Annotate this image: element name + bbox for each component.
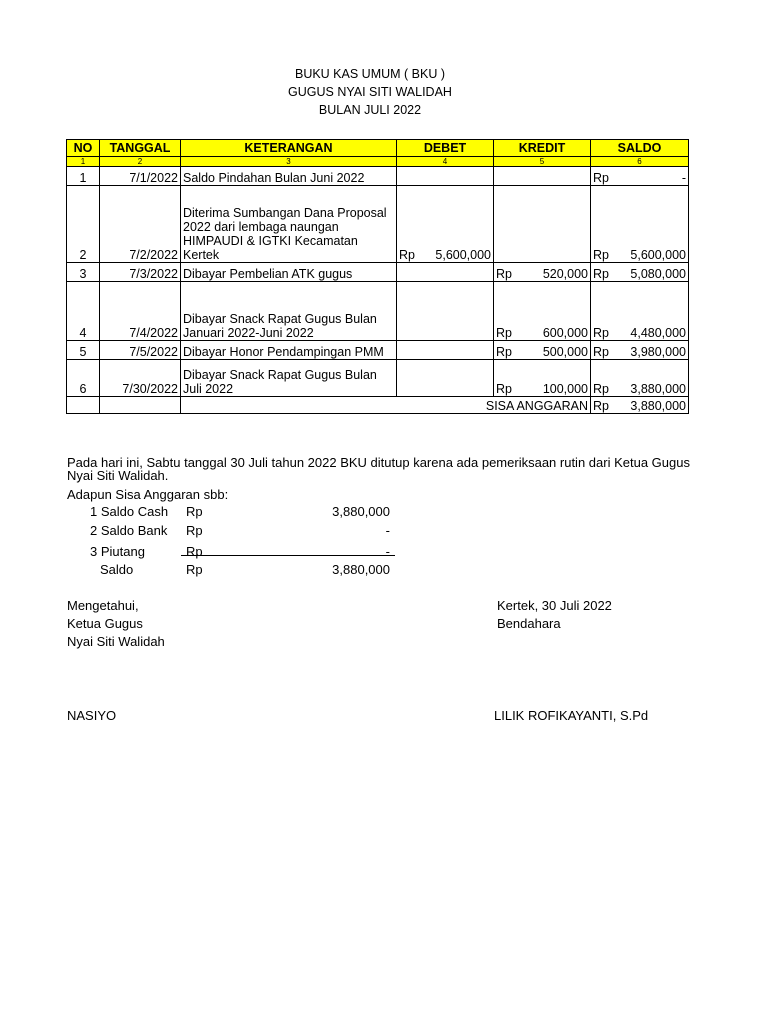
col-number: 3 <box>181 157 397 167</box>
kredit-value: 100,000 <box>542 382 588 396</box>
col-number: 1 <box>67 157 100 167</box>
ledger-table <box>66 139 689 414</box>
cell-kredit <box>494 341 591 360</box>
sisa-anggaran-row <box>67 397 689 414</box>
summary-intro: Adapun Sisa Anggaran sbb: <box>67 487 229 502</box>
cell-tanggal: 7/30/2022 <box>100 360 181 397</box>
cell-no: 3 <box>67 263 100 282</box>
currency-label: Rp <box>593 248 609 262</box>
cell-empty <box>100 397 181 414</box>
sisa-anggaran-cell <box>591 397 689 414</box>
sig-right-name: LILIK ROFIKAYANTI, S.Pd <box>494 708 649 723</box>
summary-currency: Rp <box>186 562 203 577</box>
cell-no: 5 <box>67 341 100 360</box>
col-number: 2 <box>100 157 181 167</box>
currency-label: Rp <box>593 326 609 340</box>
cell-keterangan: Dibayar Snack Rapat Gugus Bulan Juli 2022 <box>181 360 397 397</box>
cell-no: 1 <box>67 167 100 186</box>
cell-debet <box>397 360 494 397</box>
cell-kredit <box>494 186 591 263</box>
saldo-value: 3,980,000 <box>630 345 686 359</box>
summary-total-value: 3,880,000 <box>332 562 390 577</box>
summary-row <box>0 523 768 539</box>
summary-value: 3,880,000 <box>332 504 390 519</box>
summary-total-row <box>0 562 768 578</box>
sisa-anggaran-label: SISA ANGGARAN <box>181 397 591 414</box>
doc-organization: GUGUS NYAI SITI WALIDAH <box>288 85 452 99</box>
saldo-value: 5,080,000 <box>630 267 686 281</box>
col-header-no: NO <box>67 140 100 157</box>
cell-tanggal: 7/2/2022 <box>100 186 181 263</box>
summary-currency: Rp <box>186 544 203 559</box>
closing-statement: Pada hari ini, Sabtu tanggal 30 Juli tahun 2022 BKU ditutup karena ada pemeriksaan rutin dari Ketua Gugus Nyai Siti Walidah. <box>67 455 690 483</box>
sig-left-line2: Ketua Gugus <box>67 616 143 631</box>
cell-debet <box>397 263 494 282</box>
header-row <box>67 140 689 157</box>
cell-kredit <box>494 360 591 397</box>
col-header-saldo: SALDO <box>591 140 689 157</box>
currency-label: Rp <box>496 382 512 396</box>
cell-tanggal: 7/1/2022 <box>100 167 181 186</box>
cell-tanggal: 7/4/2022 <box>100 282 181 341</box>
currency-label: Rp <box>593 267 609 281</box>
currency-label: Rp <box>593 345 609 359</box>
cell-no: 4 <box>67 282 100 341</box>
summary-currency: Rp <box>186 504 203 519</box>
cell-tanggal: 7/5/2022 <box>100 341 181 360</box>
saldo-value: - <box>681 171 686 185</box>
saldo-value: 5,600,000 <box>630 248 686 262</box>
cell-no: 6 <box>67 360 100 397</box>
currency-label: Rp <box>399 248 415 262</box>
cell-debet <box>397 341 494 360</box>
table-row <box>67 341 689 360</box>
table-row <box>67 360 689 397</box>
kredit-value: 520,000 <box>542 267 588 281</box>
col-header-keterangan: KETERANGAN <box>181 140 397 157</box>
summary-value: - <box>385 544 390 559</box>
sig-right-role: Bendahara <box>497 616 561 631</box>
col-number: 5 <box>494 157 591 167</box>
col-number: 6 <box>591 157 689 167</box>
cell-saldo <box>591 167 689 186</box>
cell-keterangan: Dibayar Honor Pendampingan PMM <box>181 341 397 360</box>
col-number: 4 <box>397 157 494 167</box>
cell-kredit <box>494 167 591 186</box>
col-header-kredit: KREDIT <box>494 140 591 157</box>
summary-label: 3 Piutang <box>90 544 145 559</box>
currency-label: Rp <box>496 267 512 281</box>
sig-left-line3: Nyai Siti Walidah <box>67 634 165 649</box>
table-row <box>67 263 689 282</box>
currency-label: Rp <box>496 345 512 359</box>
cell-debet <box>397 167 494 186</box>
cell-saldo <box>591 360 689 397</box>
table-row <box>67 186 689 263</box>
cell-tanggal: 7/3/2022 <box>100 263 181 282</box>
saldo-value: 4,480,000 <box>630 326 686 340</box>
saldo-value: 3,880,000 <box>630 382 686 396</box>
summary-total-label: Saldo <box>100 562 134 577</box>
doc-title: BUKU KAS UMUM ( BKU ) <box>294 67 445 81</box>
summary-value: - <box>385 523 390 538</box>
sisa-anggaran-value: 3,880,000 <box>630 399 686 413</box>
summary-row <box>0 544 768 560</box>
cell-saldo <box>591 282 689 341</box>
kredit-value: 600,000 <box>542 326 588 340</box>
currency-label: Rp <box>593 399 609 413</box>
table-row <box>67 167 689 186</box>
sig-left-line1: Mengetahui, <box>67 598 139 613</box>
summary-currency: Rp <box>186 523 203 538</box>
summary-row <box>0 504 768 520</box>
cell-kredit <box>494 282 591 341</box>
summary-total-line <box>181 555 395 556</box>
sig-left-name: NASIYO <box>67 708 117 723</box>
cell-debet <box>397 282 494 341</box>
table-row <box>67 282 689 341</box>
cell-debet <box>397 186 494 263</box>
kredit-value: 500,000 <box>542 345 588 359</box>
cell-saldo <box>591 263 689 282</box>
column-number-row <box>67 157 689 167</box>
summary-label: 1 Saldo Cash <box>90 504 169 519</box>
cell-saldo <box>591 186 689 263</box>
col-header-tanggal: TANGGAL <box>100 140 181 157</box>
currency-label: Rp <box>496 326 512 340</box>
cell-keterangan: Saldo Pindahan Bulan Juni 2022 <box>181 167 397 186</box>
cell-empty <box>67 397 100 414</box>
debet-value: 5,600,000 <box>435 248 491 262</box>
currency-label: Rp <box>593 171 609 185</box>
col-header-debet: DEBET <box>397 140 494 157</box>
cell-saldo <box>591 341 689 360</box>
cell-keterangan: Dibayar Pembelian ATK gugus <box>181 263 397 282</box>
cell-no: 2 <box>67 186 100 263</box>
currency-label: Rp <box>593 382 609 396</box>
summary-label: 2 Saldo Bank <box>90 523 168 538</box>
cell-keterangan: Diterima Sumbangan Dana Proposal 2022 dari lembaga naungan HIMPAUDI & IGTKI Kecamatan Kertek <box>181 186 397 263</box>
cell-keterangan: Dibayar Snack Rapat Gugus Bulan Januari 2022-Juni 2022 <box>181 282 397 341</box>
cell-kredit <box>494 263 591 282</box>
doc-period: BULAN JULI 2022 <box>318 103 422 117</box>
sig-right-place-date: Kertek, 30 Juli 2022 <box>497 598 612 613</box>
